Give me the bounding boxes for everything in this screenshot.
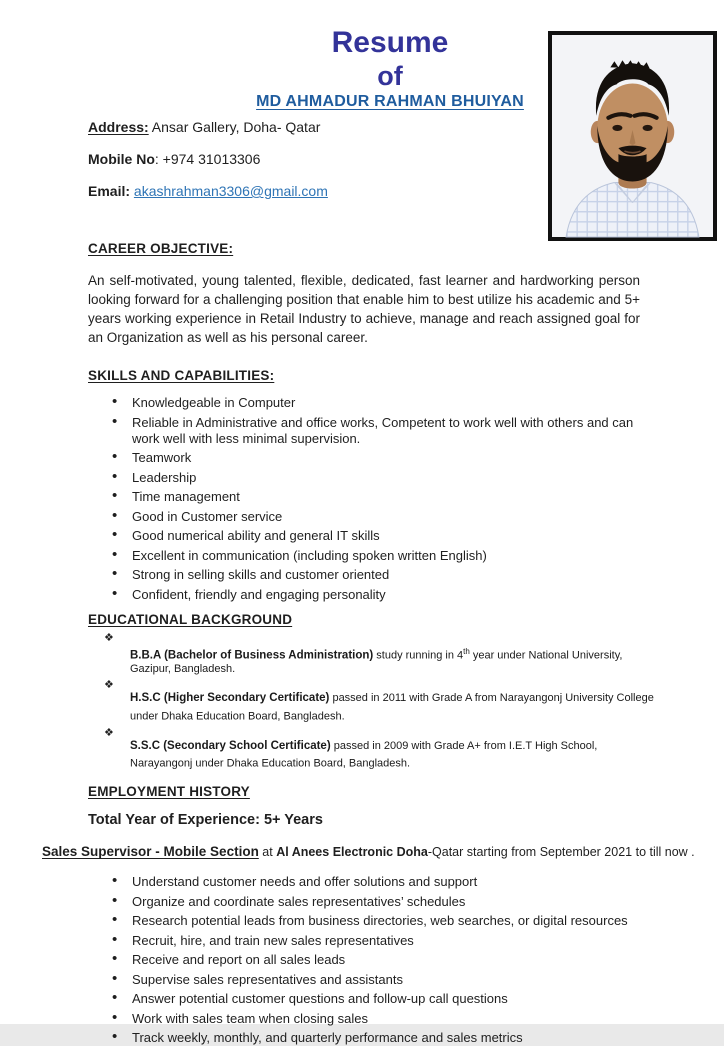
diamond-bullet-icon: ❖ [104,631,114,644]
skill-item: • Good numerical ability and general IT skills [112,528,652,544]
skill-item: • Good in Customer service [112,509,652,525]
portrait-illustration [552,35,713,237]
degree-detail: passed in 2011 with Grade A from Narayangonj University College under Dhaka Education Board, Bangladesh. [130,692,654,723]
education-item [104,726,660,772]
role-title: Sales Supervisor - Mobile Section [42,844,259,860]
portrait-photo [548,31,717,241]
education-item [104,631,660,677]
diamond-bullet-icon: ❖ [104,726,114,739]
degree-detail: passed in 2009 with Grade A+ from I.E.T High School, Narayangonj under Dhaka Education Board, Bangladesh. [130,739,598,770]
employment-heading: EMPLOYMENT HISTORY [88,784,250,800]
skill-item: • Strong in selling skills and customer oriented [112,567,652,583]
skills-list [112,395,652,603]
role-line [42,844,708,860]
total-experience: Total Year of Experience: 5+ Years [88,812,323,829]
skill-item: • Time management [112,489,652,505]
duty-item: • Receive and report on all sales leads [112,952,652,968]
duty-item: • Answer potential customer questions and follow-up call questions [112,991,652,1007]
role-company: Al Anees Electronic Doha [276,845,428,860]
skill-item: • Reliable in Administrative and office works, Competent to work well with others and can work well with less minimal supervision. [112,415,652,447]
role-connector: at [258,845,277,860]
email-link[interactable]: akashrahman3306@gmail.com [133,183,328,199]
diamond-bullet-icon: ❖ [104,679,114,692]
degree-detail-rest: year under National University, Gazipur, Bangladesh. [130,649,623,675]
email-label: Email: [88,183,131,199]
skill-item: • Leadership [112,470,652,486]
education-item-text [130,645,660,677]
duty-item: • Work with sales team when closing sales [112,1011,652,1027]
degree-detail: study running in 4 [373,649,464,662]
education-heading: EDUCATIONAL BACKGROUND [88,611,293,627]
skill-item: • Confident, friendly and engaging personality [112,587,652,603]
education-item-text [130,740,660,772]
ordinal-suffix: th [463,646,470,656]
skill-item: • Excellent in communication (including spoken written English) [112,548,652,564]
skills-heading: SKILLS AND CAPABILITIES: [88,368,275,383]
page-title: Resume [331,26,449,59]
education-list [104,631,660,772]
duties-list [112,874,652,1046]
skill-item: • Teamwork [112,450,652,466]
degree-title: H.S.C (Higher Secondary Certificate) [130,692,330,705]
duty-item: • Organize and coordinate sales representatives’ schedules [112,894,652,910]
career-objective-text: An self-motivated, young talented, flexible, dedicated, fast learner and hardworking person looking forward for a challenging position that enable him to best utilize his academic and 5+ years working experience in Retail Industry to achieve, manage and reach assigned goal for an Organization as well as his personal career. [88,273,640,345]
address-value: Ansar Gallery, Doha- Qatar [148,119,321,135]
skill-item: • Knowledgeable in Computer [112,395,652,411]
career-objective-heading: CAREER OBJECTIVE: [88,241,234,256]
duty-item: • Understand customer needs and offer solutions and support [112,874,652,890]
mobile-label: Mobile No [88,151,155,167]
mobile-value: : +974 31013306 [154,151,261,167]
role-rest: -Qatar starting from September 2021 to till now . [427,845,695,860]
candidate-name: MD AHMADUR RAHMAN BHUIYAN [256,93,524,110]
duty-item: • Track weekly, monthly, and quarterly performance and sales metrics [112,1030,652,1046]
duty-item: • Supervise sales representatives and assistants [112,972,652,988]
education-item [104,678,660,724]
degree-title: B.B.A (Bachelor of Business Administration) [130,649,374,662]
degree-title: S.S.C (Secondary School Certificate) [130,739,331,752]
page-subtitle: of [377,61,403,91]
education-item-text [130,692,660,724]
address-label: Address: [88,119,149,135]
duty-item: • Research potential leads from business directories, web searches, or digital resources [112,913,652,929]
duty-item: • Recruit, hire, and train new sales representatives [112,933,652,949]
